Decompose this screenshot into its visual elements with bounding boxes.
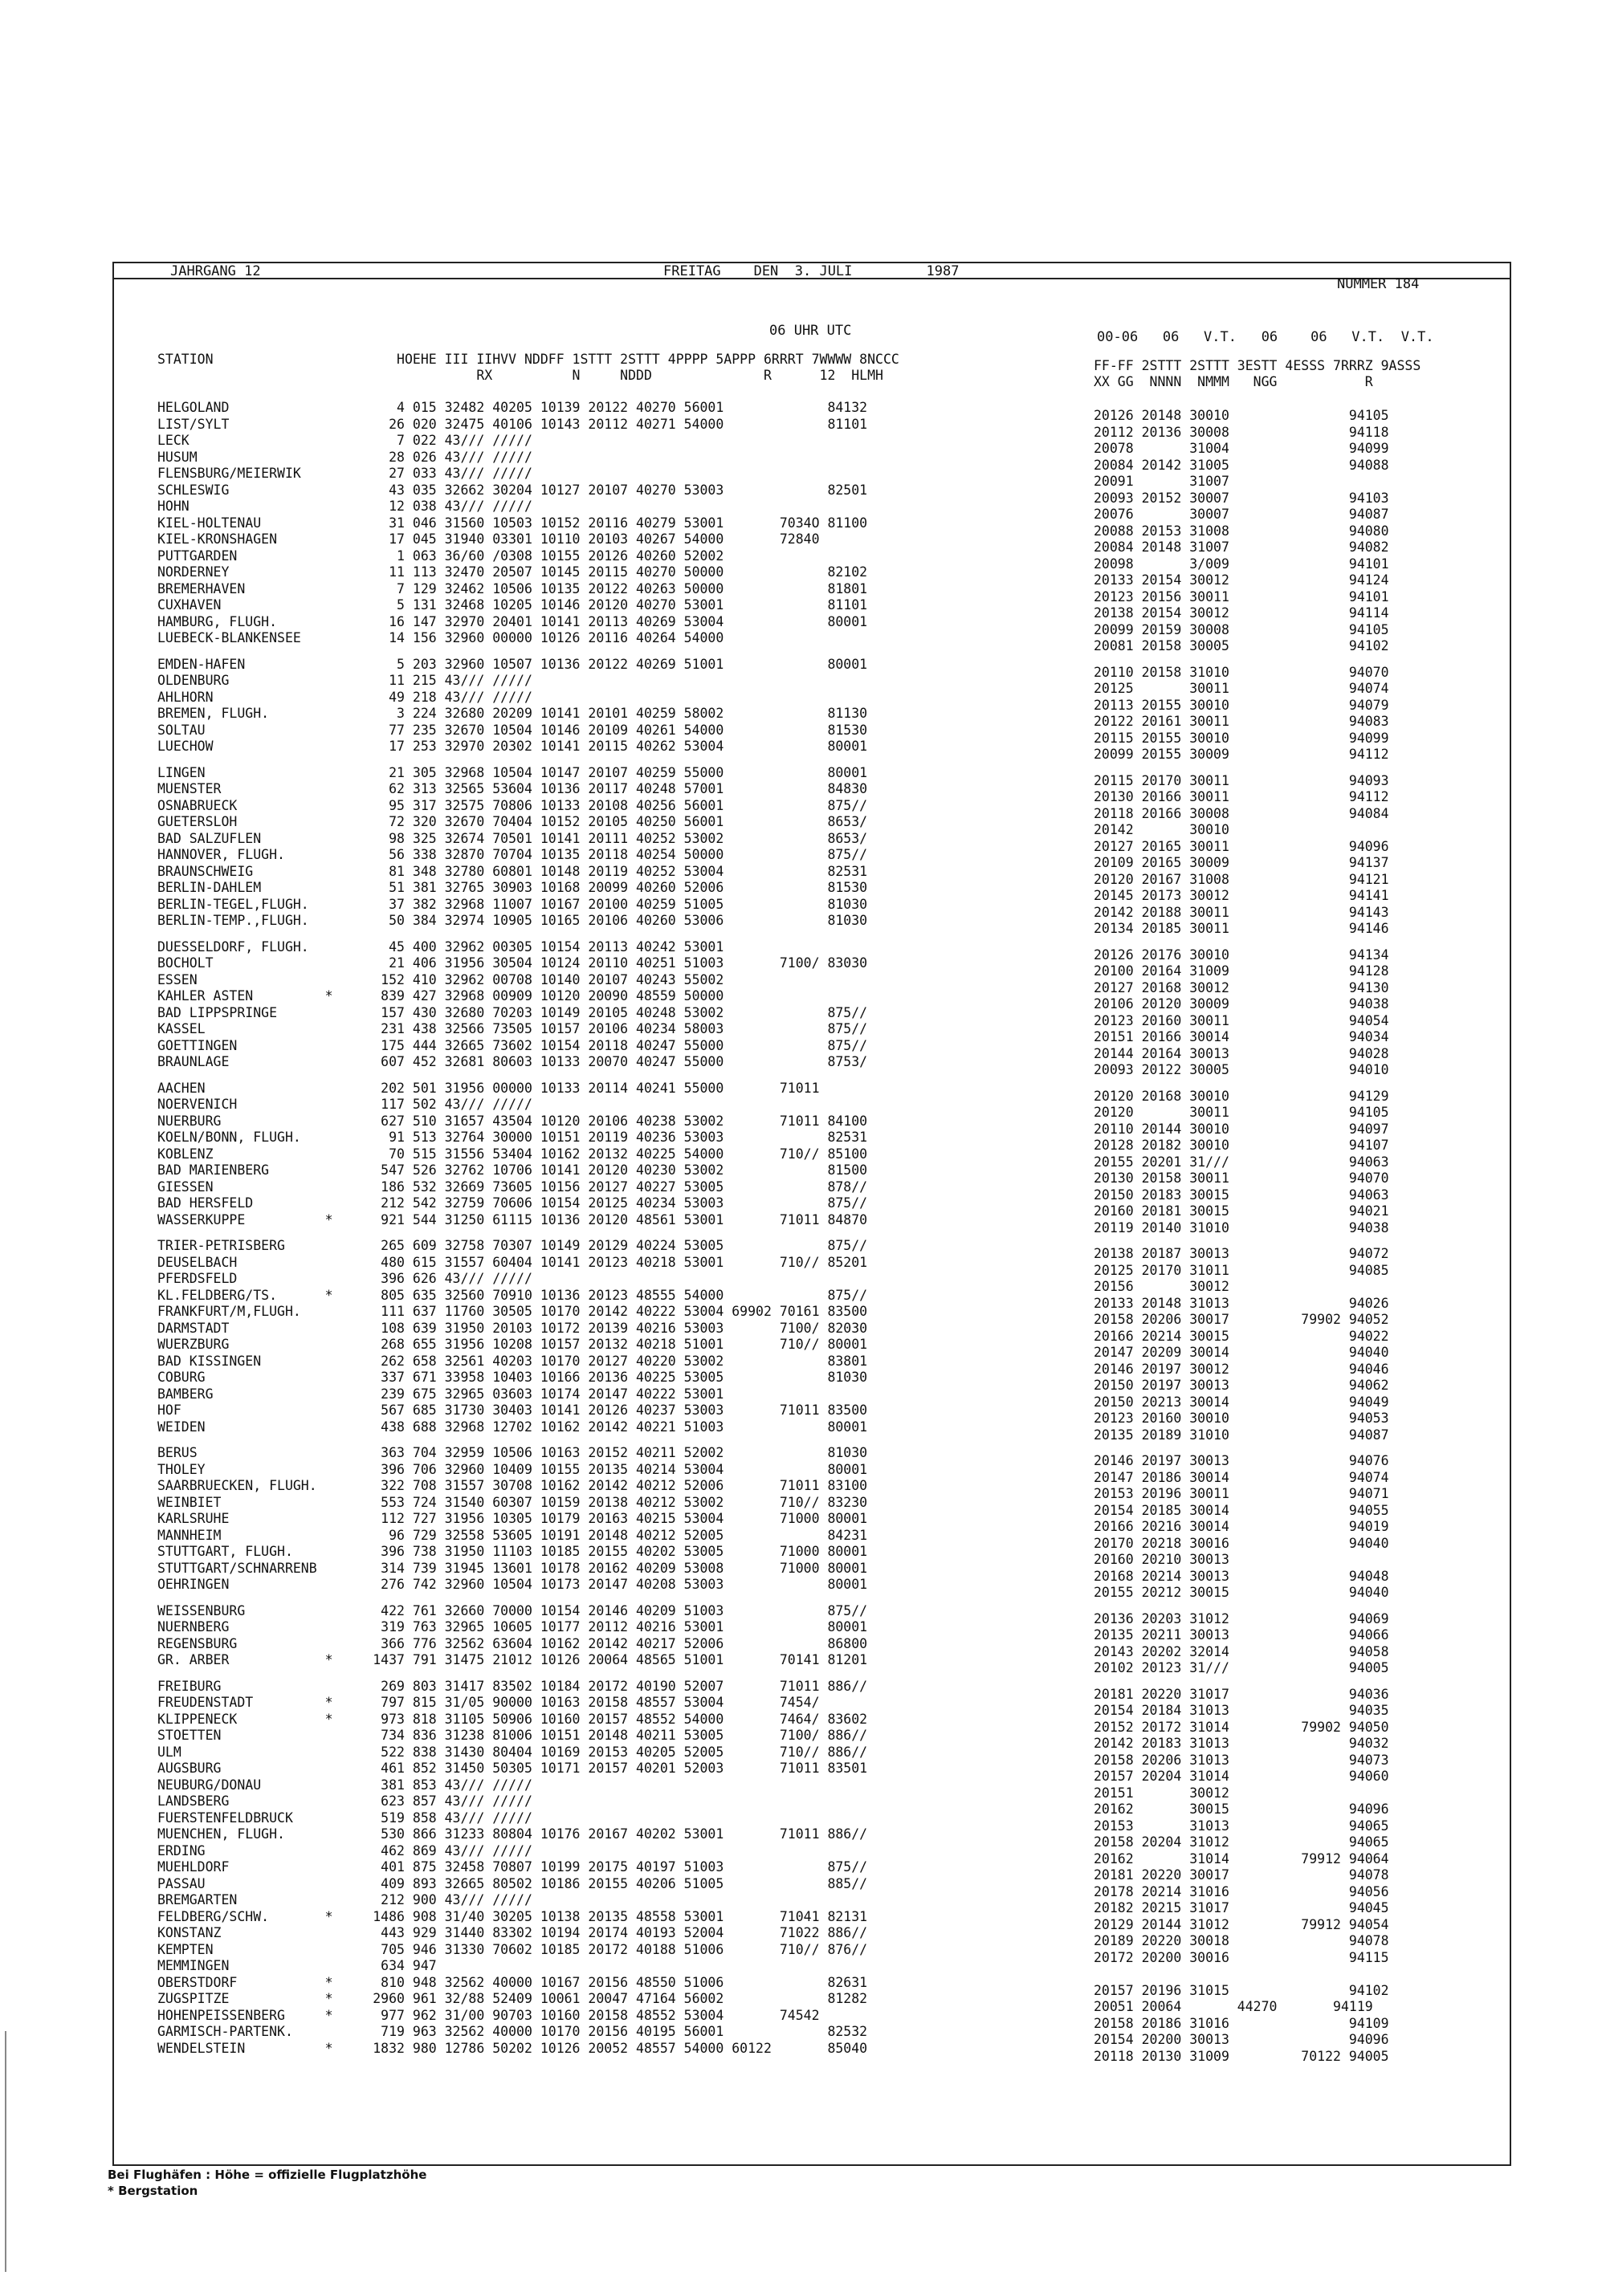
period-header: 00-06 06 V.T. 06 06 V.T. V.T. [1097, 329, 1434, 345]
station-row: MANNHEIM 96 729 32558 53605 10191 20148 40212 52005 84231 [157, 1527, 868, 1543]
jahrgang-label: JAHRGANG 12 [170, 263, 261, 279]
station-row-period: 20084 20142 31005 94088 [1094, 457, 1389, 473]
station-row-period: 20150 20183 30015 94063 [1094, 1187, 1389, 1203]
station-row: LUECHOW 17 253 32970 20302 10141 20115 40262 53004 80001 [157, 739, 868, 754]
station-row-period: 20115 20170 30011 94093 [1094, 772, 1389, 788]
station-row: GR. ARBER * 1437 791 31475 21012 10126 20064 48565 51001 70141 81201 [157, 1652, 868, 1667]
station-row: BRAUNSCHWEIG 81 348 32780 60801 10148 20119 40252 53004 82531 [157, 863, 868, 879]
frame-bottom-border [112, 2164, 1511, 2166]
station-row: OLDENBURG 11 215 43/// ///// [157, 673, 532, 688]
station-row-period: 20162 31014 79912 94064 [1094, 1850, 1389, 1867]
station-row: OEHRINGEN 276 742 32960 10504 10173 20147 40208 53003 80001 [157, 1577, 868, 1592]
station-row: GUETERSLOH 72 320 32670 70404 10152 20105 40250 56001 8653/ [157, 814, 868, 829]
station-row: KOBLENZ 70 515 31556 53404 10162 20132 40225 54000 710// 85100 [157, 1146, 868, 1162]
station-row-period: 20115 20155 30010 94099 [1094, 730, 1389, 746]
station-row-period: 20099 20159 30008 94105 [1094, 621, 1389, 637]
station-row: HOHENPEISSENBERG * 977 962 31/00 90703 10160 20158 48552 53004 74542 [157, 2007, 820, 2023]
station-row: PASSAU 409 893 32665 80502 10186 20155 40206 51005 885// [157, 1875, 868, 1891]
station-row: AHLHORN 49 218 43/// ///// [157, 689, 532, 705]
station-row-period: 20181 20220 30017 94078 [1094, 1867, 1389, 1883]
station-row-period: 20142 20188 30011 94143 [1094, 904, 1389, 920]
station-row-period: 20153 20196 30011 94071 [1094, 1486, 1389, 1501]
station-row-period: 20120 30011 94105 [1094, 1105, 1389, 1120]
station-row: HUSUM 28 026 43/// ///// [157, 449, 532, 465]
station-row-period: 20078 31004 94099 [1094, 441, 1389, 456]
station-row: PUTTGARDEN 1 063 36/60 /0308 10155 20126 40260 52002 [157, 548, 724, 564]
station-row-period: 20051 20064 44270 94119 [1094, 1999, 1373, 2014]
station-row-period: 20120 20168 30010 94129 [1094, 1088, 1389, 1104]
station-row-period: 20100 20164 31009 94128 [1094, 963, 1389, 979]
station-row: ULM 522 838 31430 80404 10169 20153 40205 52005 710// 886// [157, 1744, 868, 1760]
observation-time-label: 06 UHR UTC [769, 323, 852, 339]
station-row-period: 20135 20189 31010 94087 [1094, 1427, 1389, 1443]
station-row: GARMISCH-PARTENK. 719 963 32562 40000 10170 20156 40195 56001 82532 [157, 2024, 868, 2039]
column-header-right-1: FF-FF 2STTT 2STTT 3ESTT 4ESSS 7RRRZ 9ASSS [1094, 358, 1421, 373]
station-row-period: 20081 20158 30005 94102 [1094, 638, 1389, 653]
station-row-period: 20125 20170 31011 94085 [1094, 1262, 1389, 1278]
footnote-airports: Bei Flughäfen : Höhe = offizielle Flugplatzhöhe [108, 2168, 427, 2182]
station-row: HAMBURG, FLUGH. 16 147 32970 20401 10141 20113 40269 53004 80001 [157, 613, 868, 629]
station-row: LIST/SYLT 26 020 32475 40106 10143 20112 40271 54000 81101 [157, 416, 868, 432]
station-row-period: 20138 20154 30012 94114 [1094, 605, 1389, 621]
group-spacer [1094, 1236, 1389, 1246]
station-row: WEINBIET 553 724 31540 60307 10159 20138 40212 53002 710// 83230 [157, 1494, 868, 1510]
station-row-period [1094, 1966, 1389, 1983]
station-row: WEIDEN 438 688 32968 12702 10162 20142 40221 51003 80001 [157, 1419, 868, 1435]
station-row: KOELN/BONN, FLUGH. 91 513 32764 30000 10151 20119 40236 53003 82531 [157, 1130, 868, 1145]
station-row: KIEL-KRONSHAGEN 17 045 31940 03301 10110 20103 40267 54000 72840 [157, 531, 820, 547]
station-row: BAD KISSINGEN 262 658 32561 40203 10170 20127 40220 53002 83801 [157, 1353, 868, 1369]
station-row: WENDELSTEIN * 1832 980 12786 50202 10126 20052 48557 54000 60122 85040 [157, 2040, 868, 2056]
station-row-period: 20145 20173 30012 94141 [1094, 888, 1389, 903]
station-row-period: 20112 20136 30008 94118 [1094, 424, 1389, 440]
station-row-period: 20146 20197 30012 94046 [1094, 1361, 1389, 1377]
station-row: MUENCHEN, FLUGH. 530 866 31233 80804 10176 20167 40202 53001 71011 886// [157, 1826, 868, 1842]
station-row-period: 20166 20216 30014 94019 [1094, 1519, 1389, 1534]
station-row-period: 20160 20181 30015 94021 [1094, 1203, 1389, 1219]
station-row: HOHN 12 038 43/// ///// [157, 499, 532, 514]
station-row-period: 20158 20204 31012 94065 [1094, 1834, 1389, 1850]
group-spacer [157, 647, 867, 657]
group-spacer [1094, 938, 1389, 947]
frame-right-border [1510, 262, 1511, 2164]
station-row: NUERBURG 627 510 31657 43504 10120 20106 40238 53002 71011 84100 [157, 1113, 868, 1129]
station-row-period: 20109 20165 30009 94137 [1094, 855, 1389, 870]
station-row-period: 20091 31007 [1094, 474, 1229, 489]
station-table-left [157, 400, 867, 2057]
group-spacer [157, 755, 867, 765]
station-row: COBURG 337 671 33958 10403 10166 20136 40225 53005 81030 [157, 1370, 868, 1385]
station-row-period: 20152 20172 31014 79902 94050 [1094, 1719, 1389, 1735]
station-row-period: 20133 20154 30012 94124 [1094, 572, 1389, 588]
station-row: FLENSBURG/MEIERWIK 27 033 43/// ///// [157, 466, 532, 481]
station-row-period: 20120 20167 31008 94121 [1094, 871, 1389, 887]
station-row: SCHLESWIG 43 035 32662 30204 10127 20107 40270 53003 82501 [157, 482, 868, 498]
station-row-period: 20150 20213 30014 94049 [1094, 1394, 1389, 1410]
station-row-period: 20076 30007 94087 [1094, 507, 1389, 522]
station-row: EMDEN-HAFEN 5 203 32960 10507 10136 20122 40269 51001 80001 [157, 656, 868, 672]
station-row: MUEHLDORF 401 875 32458 70807 10199 20175 40197 51003 875// [157, 1859, 868, 1875]
station-row: KONSTANZ 443 929 31440 83302 10194 20174 40193 52004 71022 886// [157, 1925, 868, 1940]
station-row: BERLIN-TEGEL,FLUGH. 37 382 32968 11007 10167 20100 40259 51005 81030 [157, 896, 868, 912]
station-row: NEUBURG/DONAU 381 853 43/// ///// [157, 1777, 532, 1793]
station-row: BAD LIPPSPRINGE 157 430 32680 70203 10149 20105 40248 53002 875// [157, 1004, 868, 1020]
station-row-period: 20130 20158 30011 94070 [1094, 1170, 1389, 1186]
station-row-period: 20130 20166 30011 94112 [1094, 789, 1389, 804]
station-row: LINGEN 21 305 32968 10504 10147 20107 40259 55000 80001 [157, 764, 868, 780]
station-row-period: 20113 20155 30010 94079 [1094, 697, 1389, 713]
station-row-period: 20129 20144 31012 79912 94054 [1094, 1916, 1389, 1932]
station-row-period: 20157 20204 31014 94060 [1094, 1769, 1389, 1784]
station-row-period: 20170 20218 30016 94040 [1094, 1535, 1389, 1551]
station-row-period: 20150 20197 30013 94062 [1094, 1378, 1389, 1393]
group-spacer [157, 1071, 867, 1081]
station-row: KEMPTEN 705 946 31330 70602 10185 20172 40188 51006 710// 876// [157, 1941, 868, 1957]
station-row: KAHLER ASTEN * 839 427 32968 00909 10120 20090 48559 50000 [157, 988, 724, 1003]
station-row: SOLTAU 77 235 32670 10504 10146 20109 40261 54000 81530 [157, 722, 868, 738]
station-row: KARLSRUHE 112 727 31956 10305 10179 20163 40215 53004 71000 80001 [157, 1511, 868, 1526]
station-row: ZUGSPITZE * 2960 961 32/88 52409 10061 20047 47164 56002 81282 [157, 1991, 868, 2006]
station-row-period: 20147 20186 30014 94074 [1094, 1469, 1389, 1485]
scan-edge-mark [5, 2031, 6, 2272]
station-row-period: 20102 20123 31/// 94005 [1094, 1660, 1389, 1675]
station-row: BAD SALZUFLEN 98 325 32674 70501 10141 20111 40252 53002 8653/ [157, 830, 868, 846]
station-row: BAD HERSFELD 212 542 32759 70606 10154 20125 40234 53003 875// [157, 1195, 868, 1211]
column-header-left-1: STATION HOEHE III IIHVV NDDFF 1STTT 2STTT 4PPPP 5APPP 6RRRT 7WWWW 8NCCC [157, 352, 899, 367]
station-row: MUENSTER 62 313 32565 53604 10136 20117 40248 57001 84830 [157, 781, 868, 796]
station-row-period: 20155 20212 30015 94040 [1094, 1585, 1389, 1600]
station-row-period: 20118 20130 31009 70122 94005 [1094, 2048, 1389, 2064]
station-row: DUESSELDORF, FLUGH. 45 400 32962 00305 10154 20113 40242 53001 [157, 938, 724, 955]
station-row: WEISSENBURG 422 761 32660 70000 10154 20146 40209 51003 875// [157, 1602, 868, 1618]
group-spacer [157, 1228, 867, 1238]
station-row: TRIER-PETRISBERG 265 609 32758 70307 10149 20129 40224 53005 875// [157, 1238, 868, 1253]
station-row: BERLIN-TEMP.,FLUGH. 50 384 32974 10905 10165 20106 40260 53006 81030 [157, 913, 868, 928]
station-row: GIESSEN 186 532 32669 73605 10156 20127 40227 53005 878// [157, 1179, 868, 1195]
station-row-period: 20088 20153 31008 94080 [1094, 523, 1389, 539]
station-row-period: 20127 20165 30011 94096 [1094, 838, 1389, 854]
station-row: FREUDENSTADT * 797 815 31/05 90000 10163 20158 48557 53004 7454/ [157, 1695, 820, 1710]
station-row-period: 20122 20161 30011 94083 [1094, 714, 1389, 729]
station-row-period: 20126 20176 30010 94134 [1094, 946, 1389, 963]
station-row-period: 20144 20164 30013 94028 [1094, 1045, 1389, 1061]
station-row-period: 20160 20210 30013 [1094, 1552, 1229, 1567]
station-row-period: 20127 20168 30012 94130 [1094, 979, 1389, 995]
station-row-period: 20182 20215 31017 94045 [1094, 1900, 1389, 1915]
station-row-period: 20158 20206 30017 79902 94052 [1094, 1312, 1389, 1327]
date-label: FREITAG DEN 3. JULI 1987 [663, 263, 960, 279]
station-row: BREMERHAVEN 7 129 32462 10506 10135 20122 40263 50000 81801 [157, 580, 868, 596]
station-row: BRAUNLAGE 607 452 32681 80603 10133 20070 40247 55000 8753/ [157, 1054, 868, 1069]
station-row: FRANKFURT/M,FLUGH. 111 637 11760 30505 10170 20142 40222 53004 69902 70161 83500 [157, 1304, 868, 1319]
station-row-period: 20181 20220 31017 94036 [1094, 1686, 1389, 1702]
station-row: BERUS 363 704 32959 10506 10163 20152 40211 52002 81030 [157, 1445, 868, 1460]
station-row-period: 20136 20203 31012 94069 [1094, 1610, 1389, 1626]
station-row-period: 20093 20122 30005 94010 [1094, 1062, 1389, 1077]
frame-left-border [112, 262, 114, 2164]
station-row-period: 20093 20152 30007 94103 [1094, 490, 1389, 506]
station-row-period: 20123 20160 30010 94053 [1094, 1411, 1389, 1426]
station-row: HOF 567 685 31730 30403 10141 20126 40237 53003 71011 83500 [157, 1402, 868, 1418]
station-row: NUERNBERG 319 763 32965 10605 10177 20112 40216 53001 80001 [157, 1619, 868, 1634]
station-row-period: 20142 20183 31013 94032 [1094, 1736, 1389, 1751]
station-row: LECK 7 022 43/// ///// [157, 433, 532, 448]
station-row: BREMEN, FLUGH. 3 224 32680 20209 10141 20101 40259 58002 81130 [157, 706, 868, 721]
group-spacer [1094, 1602, 1389, 1611]
station-row-period: 20151 20166 30014 94034 [1094, 1029, 1389, 1044]
station-row: FREIBURG 269 803 31417 83502 10184 20172 40190 52007 71011 886// [157, 1678, 868, 1694]
station-row-period: 20146 20197 30013 94076 [1094, 1453, 1389, 1468]
station-row-period: 20154 20184 31013 94035 [1094, 1703, 1389, 1718]
station-row-period: 20158 20206 31013 94073 [1094, 1752, 1389, 1768]
station-row-period: 20168 20214 30013 94048 [1094, 1568, 1389, 1584]
station-row-period: 20134 20185 30011 94146 [1094, 921, 1389, 936]
station-row: FUERSTENFELDBRUCK 519 858 43/// ///// [157, 1810, 532, 1826]
group-spacer [157, 1594, 867, 1603]
station-row: FELDBERG/SCHW. * 1486 908 31/40 30205 10138 20135 48558 53001 71041 82131 [157, 1908, 868, 1924]
station-row-period: 20125 30011 94074 [1094, 681, 1389, 696]
station-row: WUERZBURG 268 655 31956 10208 10157 20132 40218 51001 710// 80001 [157, 1337, 868, 1352]
station-row: NOERVENICH 117 502 43/// ///// [157, 1097, 532, 1112]
station-row-period: 20162 30015 94096 [1094, 1801, 1389, 1817]
station-row: DEUSELBACH 480 615 31557 60404 10141 20123 40218 53001 710// 85201 [157, 1254, 868, 1270]
station-row: KLIPPENECK * 973 818 31105 50906 10160 20157 48552 54000 7464/ 83602 [157, 1711, 868, 1727]
station-row: WASSERKUPPE * 921 544 31250 61115 10136 20120 48561 53001 71011 84870 [157, 1211, 868, 1227]
station-row-period: 20128 20182 30010 94107 [1094, 1138, 1389, 1153]
station-row-period: 20156 30012 [1094, 1279, 1229, 1294]
station-row-period: 20138 20187 30013 94072 [1094, 1246, 1389, 1261]
group-spacer [157, 930, 867, 939]
station-row-period: 20123 20160 30011 94054 [1094, 1012, 1389, 1028]
station-row-period: 20143 20202 32014 94058 [1094, 1643, 1389, 1659]
station-table-right [1094, 408, 1389, 2065]
group-spacer [157, 1669, 867, 1679]
station-row: MEMMINGEN 634 947 [157, 1958, 437, 1973]
station-row-period: 20123 20156 30011 94101 [1094, 588, 1389, 605]
station-row-period: 20133 20148 31013 94026 [1094, 1295, 1389, 1311]
station-row-period: 20126 20148 30010 94105 [1094, 408, 1389, 423]
station-row-period: 20119 20140 31010 94038 [1094, 1219, 1389, 1236]
station-row: KIEL-HOLTENAU 31 046 31560 10503 10152 20116 40279 53001 7034O 81100 [157, 515, 868, 531]
station-row-period: 20147 20209 30014 94040 [1094, 1345, 1389, 1360]
station-row: KASSEL 231 438 32566 73505 10157 20106 40234 58003 875// [157, 1021, 868, 1036]
station-row: OSNABRUECK 95 317 32575 70806 10133 20108 40256 56001 875// [157, 797, 868, 813]
station-row: BERLIN-DAHLEM 51 381 32765 30903 10168 20099 40260 52006 81530 [157, 880, 868, 895]
group-spacer [1094, 1443, 1389, 1453]
station-row-period: 20142 30010 [1094, 822, 1229, 837]
station-row: PFERDSFELD 396 626 43/// ///// [157, 1271, 532, 1286]
station-row-period: 20153 31013 94065 [1094, 1818, 1389, 1834]
group-spacer [1094, 1677, 1389, 1687]
station-row: OBERSTDORF * 810 948 32562 40000 10167 20156 48550 51006 82631 [157, 1974, 868, 1990]
station-row-period: 20154 20200 30013 94096 [1094, 2032, 1389, 2047]
station-row: HELGOLAND 4 015 32482 40205 10139 20122 40270 56001 84132 [157, 400, 868, 415]
station-row-period: 20099 20155 30009 94112 [1094, 747, 1389, 762]
footnote-mountain-station: * Bergstation [108, 2184, 198, 2198]
station-row-period: 20172 20200 30016 94115 [1094, 1949, 1389, 1965]
station-row: HANNOVER, FLUGH. 56 338 32870 70704 10135 20118 40254 50000 875// [157, 847, 868, 862]
station-row-period: 20110 20144 30010 94097 [1094, 1121, 1389, 1137]
station-row: STUTTGART/SCHNARRENB 314 739 31945 13601 10178 20162 40209 53008 71000 80001 [157, 1560, 868, 1576]
station-row: STOETTEN 734 836 31238 81006 10151 20148 40211 53005 7100/ 886// [157, 1728, 868, 1743]
station-row: BREMGARTEN 212 900 43/// ///// [157, 1892, 532, 1907]
station-row: KL.FELDBERG/TS. * 805 635 32560 70910 10136 20123 48555 54000 875// [157, 1287, 868, 1303]
group-spacer [1094, 655, 1389, 665]
station-row: AACHEN 202 501 31956 00000 10133 20114 40241 55000 71011 [157, 1080, 820, 1096]
group-spacer [157, 1435, 867, 1445]
station-row: LANDSBERG 623 857 43/// ///// [157, 1793, 532, 1809]
station-row: BAMBERG 239 675 32965 03603 10174 20147 40222 53001 [157, 1386, 724, 1402]
station-row-period: 20084 20148 31007 94082 [1094, 539, 1389, 555]
station-row-period: 20118 20166 30008 94084 [1094, 805, 1389, 821]
nummer-label: NUMMER 184 [1337, 276, 1420, 292]
station-row: ESSEN 152 410 32962 00708 10140 20107 40243 55002 [157, 971, 724, 987]
station-row: AUGSBURG 461 852 31450 50305 10171 20157 40201 52003 71011 83501 [157, 1761, 868, 1776]
station-row-period: 20154 20185 30014 94055 [1094, 1502, 1389, 1518]
group-spacer [1094, 1079, 1389, 1089]
group-spacer [1094, 763, 1389, 773]
station-row: DARMSTADT 108 639 31950 20103 10172 20139 40216 53003 7100/ 82030 [157, 1320, 868, 1336]
station-row: NORDERNEY 11 113 32470 20507 10145 20115 40270 50000 82102 [157, 564, 868, 580]
station-row: THOLEY 396 706 32960 10409 10155 20135 40214 53004 80001 [157, 1461, 868, 1477]
station-row: BOCHOLT 21 406 31956 30504 10124 20110 40251 51003 7100/ 83030 [157, 955, 868, 971]
station-row-period: 20178 20214 31016 94056 [1094, 1883, 1389, 1899]
station-row: CUXHAVEN 5 131 32468 10205 10146 20120 40270 53001 81101 [157, 597, 868, 613]
station-row-period: 20157 20196 31015 94102 [1094, 1982, 1389, 1998]
station-row: LUEBECK-BLANKENSEE 14 156 32960 00000 10126 20116 40264 54000 [157, 630, 724, 645]
station-row-period: 20151 30012 [1094, 1785, 1229, 1801]
station-row: ERDING 462 869 43/// ///// [157, 1842, 532, 1858]
station-row: BAD MARIENBERG 547 526 32762 10706 10141 20120 40230 53002 81500 [157, 1162, 868, 1178]
station-row-period: 20189 20220 30018 94078 [1094, 1933, 1389, 1948]
station-row-period: 20110 20158 31010 94070 [1094, 664, 1389, 680]
column-header-right-2: XX GG NNNN NMMM NGG R [1094, 374, 1373, 389]
column-header-left-2: RX N NDDD R 12 HLMH [157, 368, 883, 383]
station-row-period: 20106 20120 30009 94038 [1094, 996, 1389, 1012]
station-row-period: 20155 20201 31/// 94063 [1094, 1154, 1389, 1170]
station-row-period: 20166 20214 30015 94022 [1094, 1328, 1389, 1344]
station-row: SAARBRUECKEN, FLUGH. 322 708 31557 30708 10162 20142 40212 52006 71011 83100 [157, 1478, 868, 1493]
station-row-period: 20158 20186 31016 94109 [1094, 2015, 1389, 2031]
station-row: REGENSBURG 366 776 32562 63604 10162 20142 40217 52006 86800 [157, 1635, 868, 1651]
station-row-period: 20135 20211 30013 94066 [1094, 1627, 1389, 1643]
station-row: STUTTGART, FLUGH. 396 738 31950 11103 10185 20155 40202 53005 71000 80001 [157, 1544, 868, 1559]
station-row-period: 20098 3/009 94101 [1094, 556, 1389, 572]
station-row: GOETTINGEN 175 444 32665 73602 10154 20118 40247 55000 875// [157, 1037, 868, 1053]
